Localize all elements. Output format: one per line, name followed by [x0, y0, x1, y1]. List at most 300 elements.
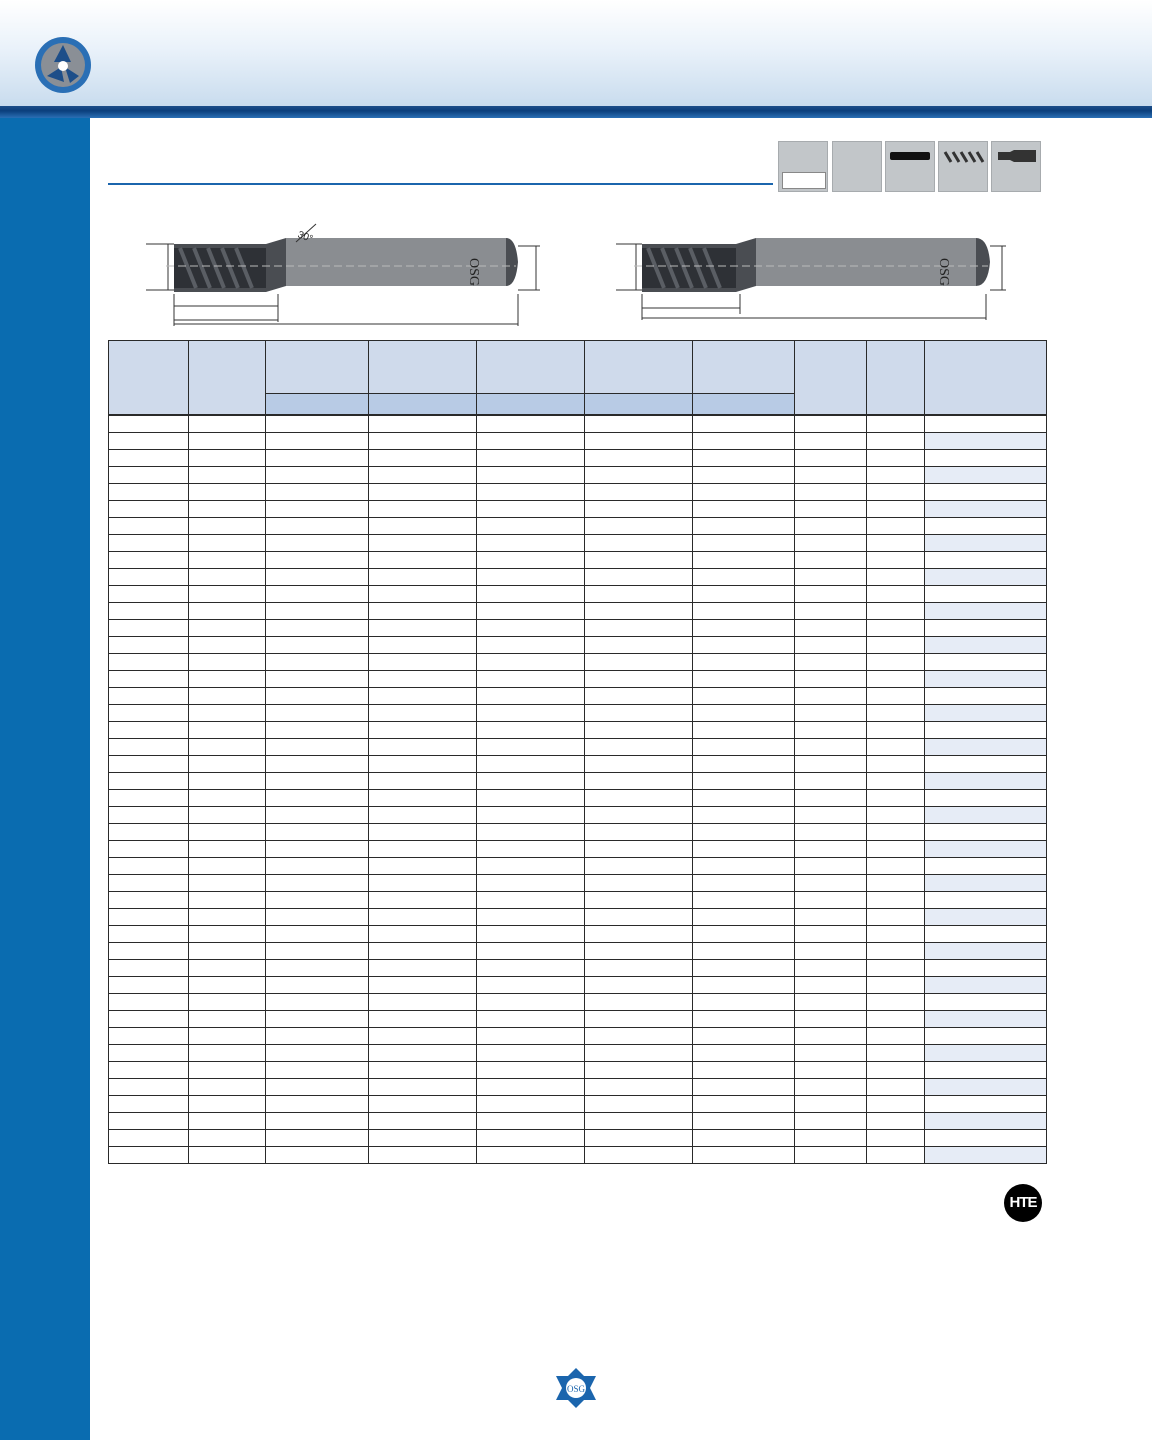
table-cell — [867, 892, 925, 909]
footer-logo-icon — [554, 1366, 598, 1410]
table-cell — [925, 637, 1047, 654]
brand-logo-icon — [34, 36, 92, 94]
table-cell — [925, 1147, 1047, 1164]
table-cell — [109, 552, 189, 569]
table-row — [109, 926, 1047, 943]
table-cell — [189, 501, 266, 518]
table-cell — [189, 705, 266, 722]
table-cell — [925, 1096, 1047, 1113]
table-row — [109, 824, 1047, 841]
table-cell — [369, 586, 477, 603]
table-row — [109, 416, 1047, 433]
col-subheader-7 — [693, 394, 795, 415]
table-cell — [693, 943, 795, 960]
table-cell — [266, 484, 369, 501]
table-cell — [867, 535, 925, 552]
col-subheader-6 — [585, 394, 693, 415]
table-cell — [585, 620, 693, 637]
table-row — [109, 994, 1047, 1011]
table-cell — [693, 1062, 795, 1079]
table-cell — [189, 875, 266, 892]
table-cell — [925, 518, 1047, 535]
table-cell — [585, 501, 693, 518]
table-cell — [109, 1096, 189, 1113]
table-cell — [477, 1147, 585, 1164]
table-cell — [477, 671, 585, 688]
table-cell — [867, 977, 925, 994]
table-cell — [693, 790, 795, 807]
category-icon-1 — [778, 141, 828, 192]
table-cell — [925, 484, 1047, 501]
table-cell — [266, 518, 369, 535]
table-cell — [369, 875, 477, 892]
table-cell — [867, 739, 925, 756]
table-cell — [109, 654, 189, 671]
table-cell — [867, 467, 925, 484]
table-cell — [585, 450, 693, 467]
table-cell — [369, 773, 477, 790]
table-cell — [925, 450, 1047, 467]
table-cell — [369, 960, 477, 977]
table-row — [109, 858, 1047, 875]
table-cell — [369, 1028, 477, 1045]
table-cell — [693, 1130, 795, 1147]
sidebar — [0, 118, 90, 1440]
table-cell — [585, 807, 693, 824]
table-cell — [266, 467, 369, 484]
table-cell — [189, 977, 266, 994]
table-cell — [585, 722, 693, 739]
table-cell — [585, 994, 693, 1011]
table-cell — [477, 875, 585, 892]
table-row — [109, 637, 1047, 654]
col-header-10 — [925, 341, 1047, 415]
table-row — [109, 569, 1047, 586]
table-cell — [189, 1011, 266, 1028]
svg-text:OSG: OSG — [566, 1384, 586, 1394]
table-cell — [693, 501, 795, 518]
table-cell — [109, 1062, 189, 1079]
table-cell — [189, 603, 266, 620]
table-cell — [477, 739, 585, 756]
table-cell — [693, 688, 795, 705]
table-cell — [693, 841, 795, 858]
table-cell — [925, 705, 1047, 722]
table-cell — [266, 926, 369, 943]
table-cell — [477, 960, 585, 977]
table-cell — [925, 790, 1047, 807]
table-cell — [109, 671, 189, 688]
table-cell — [477, 1096, 585, 1113]
table-cell — [477, 1045, 585, 1062]
col-header-8 — [795, 341, 867, 415]
table-cell — [693, 603, 795, 620]
table-cell — [867, 960, 925, 977]
table-cell — [693, 416, 795, 433]
table-cell — [925, 501, 1047, 518]
table-cell — [585, 858, 693, 875]
table-cell — [266, 552, 369, 569]
table-cell — [109, 688, 189, 705]
table-cell — [109, 620, 189, 637]
col-header-7 — [693, 341, 795, 394]
table-cell — [867, 603, 925, 620]
table-row — [109, 790, 1047, 807]
table-cell — [925, 994, 1047, 1011]
table-cell — [369, 739, 477, 756]
col-header-1 — [109, 341, 189, 415]
table-cell — [693, 1113, 795, 1130]
table-cell — [266, 943, 369, 960]
header-band — [0, 0, 1152, 106]
table-cell — [585, 654, 693, 671]
table-cell — [693, 518, 795, 535]
table-cell — [369, 1130, 477, 1147]
table-cell — [795, 603, 867, 620]
table-cell — [109, 1130, 189, 1147]
table-cell — [189, 994, 266, 1011]
table-cell — [266, 501, 369, 518]
table-cell — [585, 467, 693, 484]
table-cell — [925, 688, 1047, 705]
table-cell — [266, 1147, 369, 1164]
table-cell — [266, 654, 369, 671]
table-cell — [693, 433, 795, 450]
table-cell — [925, 433, 1047, 450]
table-cell — [109, 450, 189, 467]
table-cell — [925, 552, 1047, 569]
table-row — [109, 467, 1047, 484]
table-cell — [693, 450, 795, 467]
table-cell — [585, 416, 693, 433]
table-cell — [867, 926, 925, 943]
col-header-9 — [867, 341, 925, 415]
table-cell — [693, 926, 795, 943]
table-cell — [109, 756, 189, 773]
table-cell — [109, 603, 189, 620]
table-cell — [693, 1079, 795, 1096]
table-cell — [189, 688, 266, 705]
table-cell — [369, 1147, 477, 1164]
table-cell — [477, 552, 585, 569]
table-cell — [867, 807, 925, 824]
table-cell — [266, 1079, 369, 1096]
table-cell — [795, 756, 867, 773]
table-cell — [925, 603, 1047, 620]
table-cell — [189, 773, 266, 790]
table-cell — [477, 926, 585, 943]
table-cell — [925, 654, 1047, 671]
table-cell — [585, 875, 693, 892]
table-cell — [795, 637, 867, 654]
table-row — [109, 756, 1047, 773]
table-row — [109, 892, 1047, 909]
table-cell — [585, 773, 693, 790]
table-cell — [189, 739, 266, 756]
table-cell — [109, 739, 189, 756]
table-cell — [925, 892, 1047, 909]
table-cell — [266, 977, 369, 994]
table-cell — [795, 739, 867, 756]
table-cell — [585, 586, 693, 603]
table-cell — [585, 977, 693, 994]
table-cell — [867, 943, 925, 960]
table-cell — [109, 858, 189, 875]
table-cell — [189, 858, 266, 875]
table-cell — [795, 586, 867, 603]
table-cell — [795, 654, 867, 671]
table-cell — [925, 977, 1047, 994]
table-cell — [109, 977, 189, 994]
table-cell — [795, 909, 867, 926]
table-cell — [266, 620, 369, 637]
table-cell — [867, 790, 925, 807]
table-cell — [867, 756, 925, 773]
table-cell — [867, 875, 925, 892]
table-cell — [867, 569, 925, 586]
table-cell — [867, 1045, 925, 1062]
table-cell — [266, 535, 369, 552]
header-rule — [0, 106, 1152, 118]
table-cell — [369, 416, 477, 433]
table-cell — [585, 1096, 693, 1113]
table-cell — [477, 450, 585, 467]
table-cell — [189, 722, 266, 739]
table-cell — [693, 824, 795, 841]
table-cell — [369, 1113, 477, 1130]
table-cell — [795, 688, 867, 705]
table-cell — [189, 1096, 266, 1113]
table-cell — [585, 824, 693, 841]
table-cell — [369, 484, 477, 501]
table-cell — [477, 484, 585, 501]
spec-table-body — [108, 415, 1047, 1164]
table-cell — [369, 518, 477, 535]
table-cell — [369, 892, 477, 909]
table-cell — [795, 773, 867, 790]
col-header-4 — [369, 341, 477, 394]
table-cell — [189, 1062, 266, 1079]
table-row — [109, 1011, 1047, 1028]
table-cell — [585, 841, 693, 858]
category-icon-5 — [991, 141, 1041, 192]
table-cell — [369, 841, 477, 858]
table-cell — [585, 688, 693, 705]
table-cell — [189, 824, 266, 841]
table-cell — [693, 620, 795, 637]
table-cell — [266, 1062, 369, 1079]
table-cell — [266, 688, 369, 705]
table-cell — [369, 1045, 477, 1062]
table-row — [109, 722, 1047, 739]
shank-logo-left: OSG — [466, 258, 481, 287]
table-cell — [369, 1062, 477, 1079]
table-cell — [795, 1130, 867, 1147]
table-cell — [693, 807, 795, 824]
category-icon-2 — [832, 141, 882, 192]
table-cell — [585, 1045, 693, 1062]
table-cell — [369, 501, 477, 518]
table-cell — [477, 756, 585, 773]
table-cell — [266, 875, 369, 892]
table-cell — [109, 1028, 189, 1045]
table-cell — [189, 467, 266, 484]
table-cell — [477, 620, 585, 637]
table-cell — [795, 1028, 867, 1045]
table-cell — [867, 909, 925, 926]
table-cell — [189, 620, 266, 637]
col-header-2 — [189, 341, 266, 415]
angle-label: 30° — [296, 229, 315, 246]
table-cell — [189, 807, 266, 824]
table-cell — [693, 671, 795, 688]
table-cell — [477, 518, 585, 535]
table-cell — [477, 790, 585, 807]
table-row — [109, 1079, 1047, 1096]
table-cell — [867, 1079, 925, 1096]
table-cell — [693, 858, 795, 875]
table-cell — [477, 722, 585, 739]
table-cell — [266, 892, 369, 909]
table-cell — [795, 824, 867, 841]
table-cell — [867, 518, 925, 535]
table-cell — [189, 1113, 266, 1130]
table-cell — [109, 960, 189, 977]
table-row — [109, 586, 1047, 603]
table-cell — [266, 1130, 369, 1147]
table-cell — [693, 977, 795, 994]
table-cell — [189, 586, 266, 603]
table-row — [109, 807, 1047, 824]
table-cell — [795, 552, 867, 569]
table-cell — [867, 1113, 925, 1130]
table-cell — [369, 756, 477, 773]
table-cell — [477, 705, 585, 722]
table-cell — [867, 586, 925, 603]
table-cell — [189, 535, 266, 552]
table-cell — [867, 858, 925, 875]
table-cell — [585, 671, 693, 688]
table-cell — [369, 807, 477, 824]
table-cell — [867, 1096, 925, 1113]
table-cell — [369, 994, 477, 1011]
table-cell — [693, 892, 795, 909]
table-cell — [109, 535, 189, 552]
table-cell — [867, 841, 925, 858]
table-cell — [693, 484, 795, 501]
table-cell — [369, 654, 477, 671]
table-cell — [109, 1045, 189, 1062]
table-cell — [795, 977, 867, 994]
table-cell — [585, 1028, 693, 1045]
table-cell — [266, 858, 369, 875]
table-row — [109, 484, 1047, 501]
table-cell — [477, 1130, 585, 1147]
table-cell — [369, 671, 477, 688]
table-cell — [795, 416, 867, 433]
table-cell — [795, 1147, 867, 1164]
table-cell — [369, 722, 477, 739]
table-cell — [109, 433, 189, 450]
table-cell — [477, 943, 585, 960]
table-cell — [693, 705, 795, 722]
table-cell — [369, 688, 477, 705]
table-cell — [795, 569, 867, 586]
table-cell — [189, 433, 266, 450]
table-cell — [189, 484, 266, 501]
table-cell — [585, 1079, 693, 1096]
table-cell — [867, 552, 925, 569]
table-cell — [867, 654, 925, 671]
table-cell — [693, 467, 795, 484]
table-cell — [585, 637, 693, 654]
table-cell — [266, 1096, 369, 1113]
table-cell — [693, 535, 795, 552]
table-cell — [477, 637, 585, 654]
table-cell — [585, 943, 693, 960]
table-cell — [925, 1028, 1047, 1045]
table-cell — [795, 518, 867, 535]
table-cell — [266, 1045, 369, 1062]
table-cell — [693, 739, 795, 756]
table-row — [109, 1113, 1047, 1130]
table-cell — [369, 603, 477, 620]
table-cell — [477, 1079, 585, 1096]
table-cell — [477, 773, 585, 790]
table-cell — [266, 773, 369, 790]
table-row — [109, 977, 1047, 994]
table-cell — [189, 892, 266, 909]
shank-logo-right: OSG — [936, 258, 951, 287]
table-cell — [795, 841, 867, 858]
table-row — [109, 1147, 1047, 1164]
table-row — [109, 518, 1047, 535]
table-cell — [585, 535, 693, 552]
table-cell — [867, 688, 925, 705]
table-cell — [867, 620, 925, 637]
table-cell — [266, 790, 369, 807]
table-cell — [266, 722, 369, 739]
table-row — [109, 1028, 1047, 1045]
table-cell — [867, 1011, 925, 1028]
table-cell — [585, 518, 693, 535]
table-cell — [867, 1028, 925, 1045]
table-cell — [867, 433, 925, 450]
table-cell — [585, 909, 693, 926]
table-row — [109, 501, 1047, 518]
table-cell — [369, 943, 477, 960]
tool-drawing-right — [616, 214, 1016, 324]
table-cell — [693, 875, 795, 892]
table-cell — [925, 467, 1047, 484]
table-row — [109, 1045, 1047, 1062]
table-cell — [369, 569, 477, 586]
table-cell — [795, 484, 867, 501]
table-cell — [693, 909, 795, 926]
table-cell — [189, 1147, 266, 1164]
table-cell — [925, 671, 1047, 688]
table-row — [109, 552, 1047, 569]
table-cell — [477, 586, 585, 603]
table-cell — [925, 722, 1047, 739]
table-cell — [369, 535, 477, 552]
table-cell — [795, 926, 867, 943]
table-cell — [109, 1079, 189, 1096]
category-icon-4 — [938, 141, 988, 192]
table-cell — [109, 1147, 189, 1164]
table-cell — [585, 603, 693, 620]
table-cell — [693, 722, 795, 739]
